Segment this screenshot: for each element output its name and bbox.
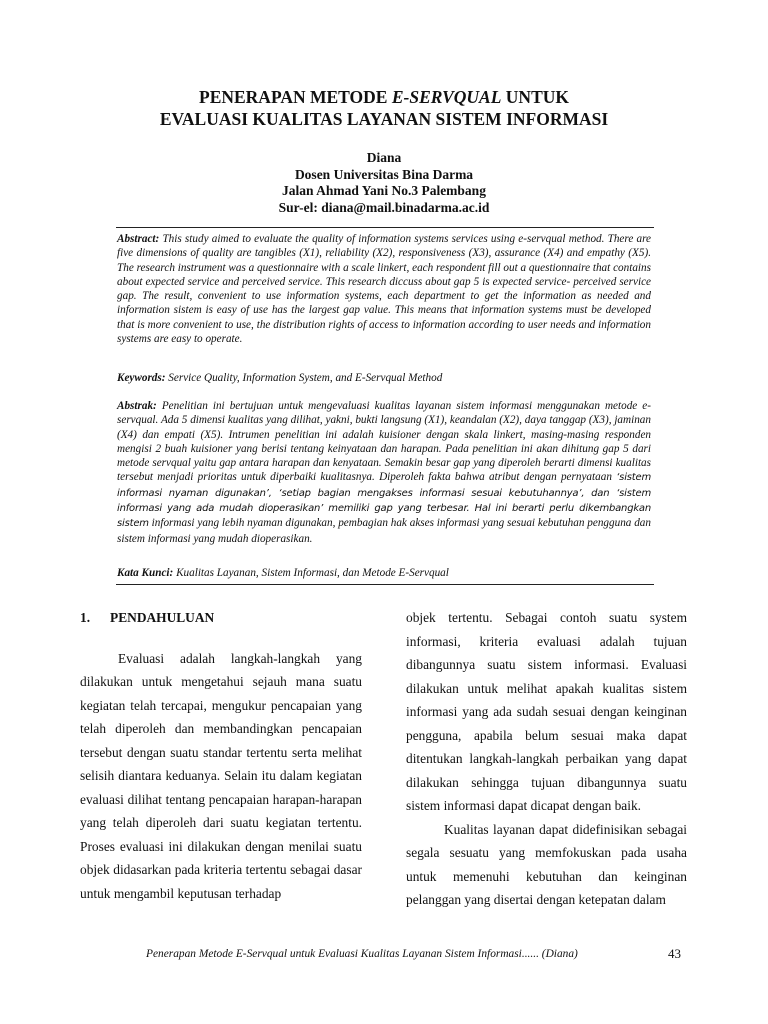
kata-kunci-text: Kualitas Layanan, Sistem Informasi, dan Metode E-Servqual bbox=[173, 567, 449, 579]
body-paragraph: Evaluasi adalah langkah-langkah yang dilakukan untuk mengetahui sejauh mana suatu kegiatan telah tercapai, mengukur pencapaian yang telah diperoleh dan membandingkan pencapaian tersebut dengan suatu standar tertentu serta melihat selisih diantara keduanya. Selain itu dalam kegiatan evaluasi dilihat tentang pencapaian harapan-harapan yang telah diperoleh dari suatu kegiatan tertentu. Proses evaluasi ini dilakukan dengan menilai suatu objek didasarkan pada kriteria tertentu sebagai dasar untuk mengambil keputusan terhadap bbox=[80, 650, 362, 901]
keywords-text: Service Quality, Information System, and E-Servqual Method bbox=[165, 372, 443, 384]
title-line-1: PENERAPAN METODE E-SERVQUAL UNTUK bbox=[199, 87, 569, 107]
top-divider bbox=[116, 227, 654, 228]
left-column bbox=[80, 606, 362, 905]
paper-title bbox=[0, 86, 768, 130]
right-column bbox=[406, 606, 687, 912]
abstract-english bbox=[117, 232, 651, 346]
keywords-label: Keywords: bbox=[117, 372, 166, 384]
author-name: Diana bbox=[366, 150, 402, 165]
keywords-english bbox=[117, 371, 651, 385]
abstrak-text-handwritten: ‘sistem informasi nyaman digunakan’, ‘setiap bagian mengakses informasi sesuai kebutuhannya’, dan ‘sistem informasi yang ada mudah dioperasikan’ memiliki gap yang terbesar. Hal ini berarti perlu dikembangkan sistem bbox=[117, 472, 651, 530]
section-title: PENDAHULUAN bbox=[110, 610, 215, 625]
running-footer: Penerapan Metode E-Servqual untuk Evaluasi Kualitas Layanan Sistem Informasi...... (Diana) bbox=[146, 948, 578, 960]
section-heading bbox=[80, 606, 362, 630]
title-line-2: EVALUASI KUALITAS LAYANAN SISTEM INFORMASI bbox=[159, 109, 609, 129]
title-method-name: E-SERVQUAL bbox=[391, 87, 502, 107]
abstract-label: Abstract: bbox=[117, 233, 160, 245]
author-affiliation: Dosen Universitas Bina Darma bbox=[294, 166, 474, 182]
bottom-divider bbox=[116, 584, 654, 585]
kata-kunci-label: Kata Kunci: bbox=[117, 567, 174, 579]
abstrak-label: Abstrak: bbox=[117, 400, 157, 412]
author-address: Jalan Ahmad Yani No.3 Palembang bbox=[282, 183, 486, 198]
abstract-text: This study aimed to evaluate the quality of information systems services using e-servqual method. There are five dimensions of quality are tangibles (X1), reliability (X2), responsiveness (X3), assurance (X4) and empathy (X5). The research instrument was a questionnaire with a scale linkert, each respondent fill out a questionnaire that contains about expected service and perceived service. This research diccuss about gap 5 is expected service- perceived service gap. The result, convenient to use information systems, each department to get the information as needed and information sistem is easy of use has the largest gap value. This means that information systems must be developed that is more convenient to use, the distribution rights of access to information according to user needs and information systems are easy to operate. bbox=[117, 233, 651, 346]
body-paragraph: Kualitas layanan dapat didefinisikan sebagai segala sesuatu yang memfokuskan pada usaha untuk memenuhi kebutuhan dan keinginan pelanggan yang disertai dengan ketepatan dalam bbox=[406, 821, 687, 907]
keywords-indonesian bbox=[117, 566, 651, 580]
body-paragraph: objek tertentu. Sebagai contoh suatu system informasi, kriteria evaluasi adalah tujuan dibangunnya suatu sistem informasi. Evaluasi dilakukan untuk melihat apakah kualitas sistem informasi yang ada sudah sesuai dengan keinginan pengguna, apabila belum sesuai maka dapat ditentukan langkah-langkah perbaikan yang dapat dilakukan sehingga tujuan dibangunnya suatu sistem informasi dapat dicapat dengan baik. bbox=[406, 610, 687, 813]
page-number: 43 bbox=[668, 946, 681, 961]
author-email: Sur-el: diana@mail.binadarma.ac.id bbox=[278, 199, 490, 215]
abstrak-text-b: informasi yang lebih nyaman digunakan, pembagian hak akses informasi yang sesuai kebutuhan pengguna dan sistem informasi yang mudah dioperasikan. bbox=[117, 517, 651, 545]
section-number: 1. bbox=[80, 610, 91, 625]
author-block bbox=[0, 150, 768, 216]
abstract-indonesian bbox=[117, 399, 651, 546]
abstrak-text-a: Penelitian ini bertujuan untuk mengevaluasi kualitas layanan sistem informasi menggunakan metode e-servqual. Ada 5 dimensi kualitas yang dilihat, yakni, bukti langsung (X1), keandalan (X2), daya tanggap (X3), jaminan (X4) dan empati (X5). Intrumen penelitian ini adalah kuisioner dengan skala linkert, masing-masing responden mengisi 2 buah kuisioner yang berisi tentang keinyataan dan harapan. Pada penelitian ini akan dihitung gap 5 dari metode servqual yaitu gap antara harapan dan kenyataan. Semakin besar gap yang diperoleh berarti dimensi kualitas tersebut menjadi prioritas untuk diperbaiki kualitasnya. Diperoleh fakta bahwa atribut dengan pernyataan bbox=[117, 400, 651, 484]
